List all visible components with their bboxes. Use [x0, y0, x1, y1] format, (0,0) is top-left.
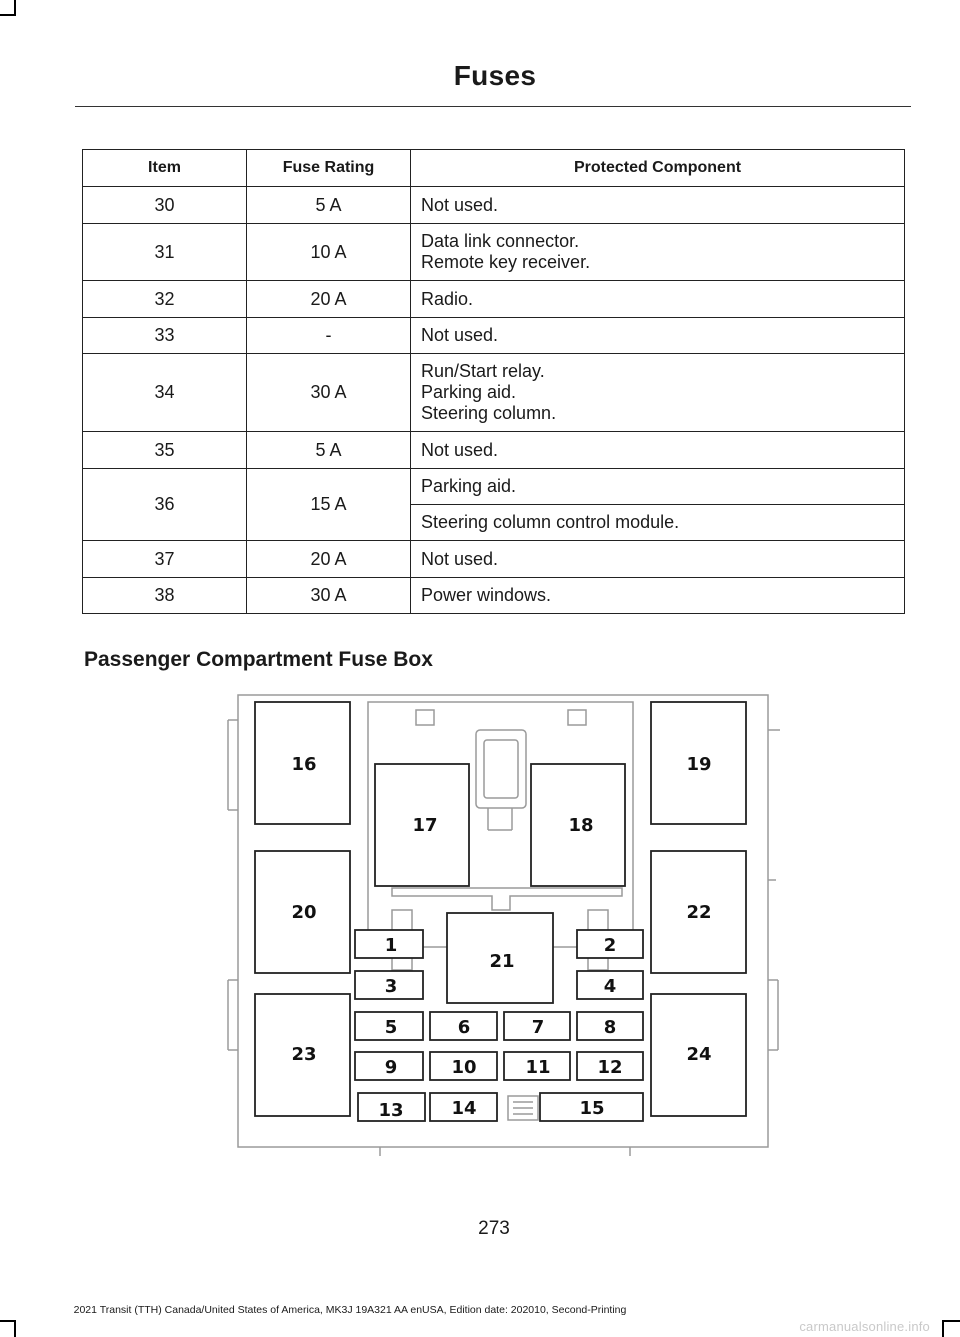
fuse-label-21: 21 [489, 951, 515, 972]
component-line: Remote key receiver. [421, 252, 591, 272]
fuse-label-15: 15 [579, 1098, 605, 1119]
fuse-label-20: 20 [291, 902, 317, 923]
fuse-label-11: 11 [525, 1057, 551, 1078]
title-divider [75, 106, 911, 107]
fuse-label-7: 7 [531, 1017, 545, 1038]
table-header-row [83, 150, 905, 187]
cell-item: 35 [83, 432, 247, 469]
cell-rating: 30 A [247, 578, 411, 614]
table-row [83, 541, 905, 578]
cell-component [411, 578, 905, 614]
cell-item: 31 [83, 224, 247, 281]
cell-rating: 10 A [247, 224, 411, 281]
table-row [83, 187, 905, 224]
cell-component [411, 432, 905, 469]
cell-item: 30 [83, 187, 247, 224]
fuse-outlines [255, 702, 746, 1121]
cell-component [411, 354, 905, 432]
fuse-label-12: 12 [597, 1057, 623, 1078]
fuse-label-23: 23 [291, 1044, 317, 1065]
crop-mark [0, 1320, 16, 1322]
fuse-label-8: 8 [603, 1017, 617, 1038]
fuse-label-9: 9 [384, 1057, 398, 1078]
fuse-table [82, 149, 905, 614]
cell-component [411, 469, 905, 505]
table-row [83, 354, 905, 432]
crop-mark [0, 14, 16, 16]
table-row [83, 469, 905, 505]
cell-item: 36 [83, 469, 247, 541]
cell-component [411, 187, 905, 224]
cell-item: 38 [83, 578, 247, 614]
component-line: Not used. [421, 325, 499, 345]
page-number: 273 [478, 1218, 510, 1239]
fuse-box-diagram [220, 690, 780, 1160]
cell-item: 34 [83, 354, 247, 432]
cell-rating: 15 A [247, 469, 411, 541]
component-line: Radio. [421, 288, 474, 309]
cell-rating: - [247, 318, 411, 354]
fuse-label-1: 1 [384, 935, 398, 956]
cell-component [411, 224, 905, 281]
crop-mark [942, 1320, 960, 1322]
footer-text: 2021 Transit (TTH) Canada/United States of America, MK3J 19A321 AA enUSA, Edition date: 202010, Second-Printing [73, 1304, 627, 1316]
page-title: Fuses [453, 60, 537, 91]
component-line: Parking aid. [421, 476, 517, 496]
fuse-label-22: 22 [686, 902, 712, 923]
component-line: Not used. [421, 439, 499, 460]
component-line: Steering column. [421, 403, 557, 423]
cell-rating: 5 A [247, 187, 411, 224]
fuse-label-18: 18 [568, 815, 594, 836]
fuse-label-16: 16 [291, 754, 317, 775]
component-line: Not used. [421, 548, 499, 569]
fuse-label-19: 19 [686, 754, 712, 775]
column-header-item: Item [83, 150, 247, 187]
component-line: Not used. [421, 194, 499, 215]
fuse-label-10: 10 [451, 1057, 477, 1078]
table-row [83, 224, 905, 281]
cell-item: 33 [83, 318, 247, 354]
crop-mark [942, 1320, 944, 1337]
fuse-label-2: 2 [603, 935, 617, 956]
table-row [83, 281, 905, 318]
table-row [83, 432, 905, 469]
column-header-fuse-rating: Fuse Rating [247, 150, 411, 187]
component-line: Data link connector. [421, 231, 580, 251]
table-row [83, 318, 905, 354]
cell-item: 37 [83, 541, 247, 578]
section-heading: Passenger Compartment Fuse Box [84, 648, 433, 671]
component-line: Power windows. [421, 585, 552, 605]
fuse-label-14: 14 [451, 1098, 477, 1119]
fuse-label-3: 3 [384, 976, 398, 997]
cell-item: 32 [83, 281, 247, 318]
watermark: carmanualsonline.info [799, 1319, 930, 1334]
fuse-label-6: 6 [457, 1017, 471, 1038]
fuse-label-5: 5 [384, 1017, 398, 1038]
fuse-label-24: 24 [686, 1044, 712, 1065]
column-header-protected-component: Protected Component [411, 150, 905, 187]
cell-rating: 30 A [247, 354, 411, 432]
cell-rating: 5 A [247, 432, 411, 469]
cell-component [411, 281, 905, 318]
component-line: Parking aid. [421, 382, 517, 402]
cell-component [411, 318, 905, 354]
component-line: Run/Start relay. [421, 361, 545, 381]
fuse-label-17: 17 [412, 815, 438, 836]
fuse-label-4: 4 [603, 976, 617, 997]
table-row [83, 578, 905, 614]
cell-component [411, 541, 905, 578]
cell-rating: 20 A [247, 281, 411, 318]
component-line: Steering column control module. [421, 512, 680, 532]
cell-component [411, 505, 905, 541]
crop-mark [14, 1320, 16, 1337]
fuse-label-13: 13 [378, 1100, 404, 1121]
cell-rating: 20 A [247, 541, 411, 578]
